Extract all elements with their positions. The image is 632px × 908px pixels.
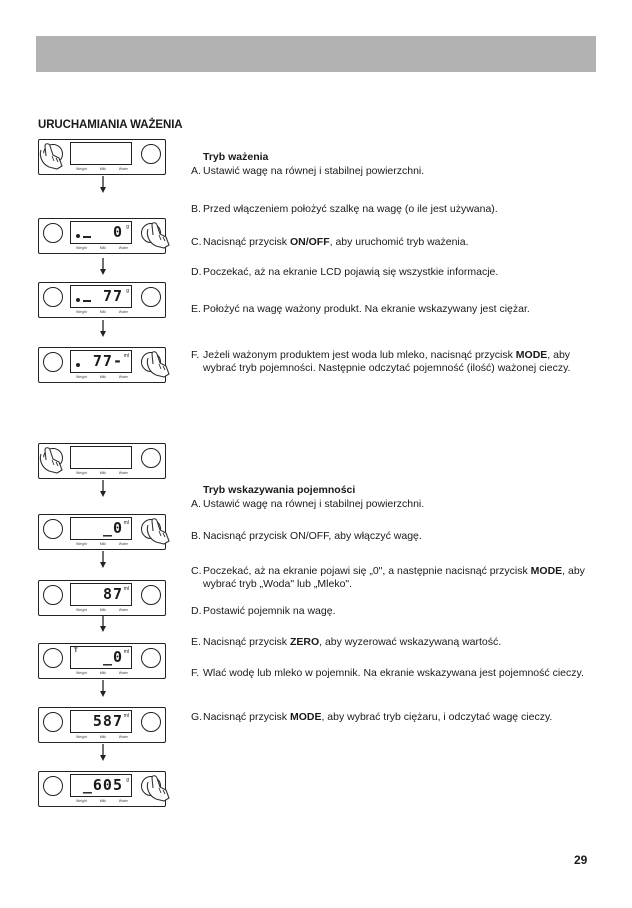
lcd-screen bbox=[70, 710, 132, 733]
instruction-step bbox=[191, 711, 591, 724]
lcd-unit: ml bbox=[123, 353, 129, 359]
step-text-part: , aby wybrać tryb ciężaru, i odczytać wagę cieczy. bbox=[321, 711, 553, 723]
pressing-finger-icon bbox=[144, 515, 172, 547]
button-labels bbox=[76, 735, 128, 739]
label-water: Water bbox=[118, 799, 128, 803]
instruction-step bbox=[191, 203, 591, 216]
lcd-unit: g bbox=[126, 288, 129, 294]
instruction-step bbox=[191, 266, 591, 279]
step-letter: A. bbox=[191, 498, 201, 510]
label-water: Water bbox=[118, 310, 128, 314]
button-labels bbox=[76, 310, 128, 314]
mode-button-icon bbox=[141, 144, 161, 164]
mode-button-icon bbox=[141, 648, 161, 668]
mode-button-icon bbox=[141, 287, 161, 307]
step-text: Przed włączeniem położyć szalkę na wagę (o ile jest używana). bbox=[203, 203, 498, 215]
scale-display-illustration bbox=[38, 514, 166, 550]
button-labels bbox=[76, 246, 128, 250]
lcd-reading: 0 bbox=[112, 223, 123, 241]
pressing-finger-icon bbox=[37, 444, 65, 476]
mode-button-icon bbox=[141, 585, 161, 605]
step-letter: A. bbox=[191, 165, 201, 177]
button-labels bbox=[76, 542, 128, 546]
label-weight: Weight bbox=[76, 246, 87, 250]
scale-display-illustration bbox=[38, 643, 166, 679]
lcd-reading: 87 bbox=[102, 585, 123, 603]
button-labels bbox=[76, 671, 128, 675]
on-off-button-icon bbox=[43, 287, 63, 307]
instruction-step bbox=[191, 565, 591, 591]
lcd-screen bbox=[70, 350, 132, 373]
step-letter: F. bbox=[191, 667, 200, 679]
button-labels bbox=[76, 471, 128, 475]
step-letter: C. bbox=[191, 565, 202, 577]
pressing-finger-icon bbox=[37, 140, 65, 172]
lcd-unit: ml bbox=[123, 713, 129, 719]
down-arrow-icon bbox=[99, 258, 107, 276]
label-water: Water bbox=[118, 671, 128, 675]
label-water: Water bbox=[118, 167, 128, 171]
step-text-part: , aby wyzerować wskazywaną wartość. bbox=[319, 636, 502, 648]
label-weight: Weight bbox=[76, 542, 87, 546]
label-milk: Milk bbox=[99, 735, 106, 739]
label-milk: Milk bbox=[99, 799, 106, 803]
header-band bbox=[36, 36, 596, 72]
instruction-step bbox=[191, 165, 591, 178]
instruction-step bbox=[191, 636, 591, 649]
label-weight: Weight bbox=[76, 310, 87, 314]
scale-display-illustration bbox=[38, 282, 166, 318]
step-letter: B. bbox=[191, 203, 201, 215]
scale-display-illustration bbox=[38, 771, 166, 807]
on-off-button-icon bbox=[43, 223, 63, 243]
down-arrow-icon bbox=[99, 480, 107, 498]
lcd-screen bbox=[70, 285, 132, 308]
label-weight: Weight bbox=[76, 608, 87, 612]
step-letter: E. bbox=[191, 303, 201, 315]
label-weight: Weight bbox=[76, 671, 87, 675]
step-text bbox=[203, 636, 591, 649]
lcd-reading: _0 bbox=[102, 648, 123, 666]
section-title: URUCHAMIANIA WAŻENIA bbox=[38, 119, 183, 131]
lcd-screen bbox=[70, 221, 132, 244]
step-letter: D. bbox=[191, 605, 202, 617]
mode-button-icon bbox=[141, 448, 161, 468]
step-letter: G. bbox=[191, 711, 203, 723]
label-water: Water bbox=[118, 375, 128, 379]
instruction-step bbox=[191, 303, 591, 316]
button-name: MODE bbox=[530, 565, 563, 577]
lcd-unit: g bbox=[126, 224, 129, 230]
scale-display-illustration bbox=[38, 218, 166, 254]
on-off-button-icon bbox=[43, 648, 63, 668]
down-arrow-icon bbox=[99, 551, 107, 569]
lcd-reading: _605 bbox=[82, 776, 123, 794]
down-arrow-icon bbox=[99, 615, 107, 633]
step-letter: C. bbox=[191, 236, 202, 248]
label-milk: Milk bbox=[99, 671, 106, 675]
button-name: MODE bbox=[515, 349, 548, 361]
lcd-screen bbox=[70, 646, 132, 669]
label-water: Water bbox=[118, 735, 128, 739]
instruction-step bbox=[191, 349, 591, 375]
pressing-finger-icon bbox=[144, 772, 172, 804]
lcd-minus-indicator bbox=[83, 236, 91, 238]
down-arrow-icon bbox=[99, 320, 107, 338]
lcd-screen bbox=[70, 142, 132, 165]
step-text-part: , aby uruchomić tryb ważenia. bbox=[329, 236, 469, 248]
step-text-part: Jeżeli ważonym produktem jest woda lub mleko, nacisnąć przycisk bbox=[203, 349, 516, 361]
lcd-reading: 77- bbox=[92, 352, 123, 370]
label-weight: Weight bbox=[76, 471, 87, 475]
label-milk: Milk bbox=[99, 246, 106, 250]
instruction-step bbox=[191, 498, 591, 511]
lcd-reading: _0 bbox=[102, 519, 123, 537]
down-arrow-icon bbox=[99, 176, 107, 194]
pressing-finger-icon bbox=[144, 219, 172, 251]
lcd-indicator-dot bbox=[76, 298, 80, 302]
label-water: Water bbox=[118, 246, 128, 250]
lcd-minus-indicator bbox=[83, 300, 91, 302]
step-text: Nacisnąć przycisk ON/OFF, aby włączyć wagę. bbox=[203, 530, 422, 542]
down-arrow-icon bbox=[99, 744, 107, 762]
lcd-screen bbox=[70, 446, 132, 469]
label-milk: Milk bbox=[99, 310, 106, 314]
label-weight: Weight bbox=[76, 735, 87, 739]
scale-display-illustration bbox=[38, 139, 166, 175]
label-water: Water bbox=[118, 542, 128, 546]
label-weight: Weight bbox=[76, 167, 87, 171]
button-labels bbox=[76, 167, 128, 171]
step-text: Poczekać, aż na ekranie LCD pojawią się wszystkie informacje. bbox=[203, 266, 499, 278]
lcd-unit: ml bbox=[123, 520, 129, 526]
step-text-part: , aby wybrać tryb „Woda" lub „Mleko". bbox=[203, 565, 585, 590]
step-letter: D. bbox=[191, 266, 202, 278]
lcd-tare-flag: T bbox=[74, 648, 78, 654]
lcd-unit: ml bbox=[123, 649, 129, 655]
scale-display-illustration bbox=[38, 443, 166, 479]
label-weight: Weight bbox=[76, 375, 87, 379]
button-labels bbox=[76, 608, 128, 612]
step-text: Postawić pojemnik na wagę. bbox=[203, 605, 336, 617]
label-water: Water bbox=[118, 471, 128, 475]
step-text-part: Nacisnąć przycisk bbox=[203, 636, 290, 648]
instruction-step bbox=[191, 236, 591, 249]
step-text bbox=[203, 236, 591, 249]
on-off-button-icon bbox=[43, 712, 63, 732]
on-off-button-icon bbox=[43, 776, 63, 796]
on-off-button-icon bbox=[43, 585, 63, 605]
step-text bbox=[203, 711, 591, 724]
pressing-finger-icon bbox=[144, 348, 172, 380]
lcd-screen bbox=[70, 774, 132, 797]
button-labels bbox=[76, 375, 128, 379]
lcd-screen bbox=[70, 517, 132, 540]
scale-display-illustration bbox=[38, 580, 166, 616]
lcd-screen bbox=[70, 583, 132, 606]
lcd-unit: g bbox=[126, 777, 129, 783]
step-text-part: Nacisnąć przycisk bbox=[203, 711, 290, 723]
scale-display-illustration bbox=[38, 347, 166, 383]
label-water: Water bbox=[118, 608, 128, 612]
step-text: Ustawić wagę na równej i stabilnej powierzchni. bbox=[203, 165, 425, 177]
instruction-step bbox=[191, 605, 591, 618]
label-milk: Milk bbox=[99, 471, 106, 475]
label-weight: Weight bbox=[76, 799, 87, 803]
button-name: ZERO bbox=[289, 636, 320, 648]
label-milk: Milk bbox=[99, 542, 106, 546]
label-milk: Milk bbox=[99, 608, 106, 612]
instruction-step bbox=[191, 530, 591, 543]
step-text bbox=[203, 565, 591, 591]
on-off-button-icon bbox=[43, 352, 63, 372]
button-name: MODE bbox=[289, 711, 322, 723]
step-text: Ustawić wagę na równej i stabilnej powierzchni. bbox=[203, 498, 425, 510]
label-milk: Milk bbox=[99, 167, 106, 171]
button-labels bbox=[76, 799, 128, 803]
step-text-part: , aby wybrać tryb pojemności. Następnie odczytać pojemność (ilość) ważonej cieczy. bbox=[203, 349, 571, 374]
step-text: Wlać wodę lub mleko w pojemnik. Na ekranie wskazywana jest pojemność cieczy. bbox=[203, 667, 584, 679]
lcd-indicator-dot bbox=[76, 234, 80, 238]
button-name: ON/OFF bbox=[289, 236, 330, 248]
step-text-part: Poczekać, aż na ekranie pojawi się „0", a następnie nacisnąć przycisk bbox=[203, 565, 531, 577]
lcd-unit: ml bbox=[123, 586, 129, 592]
step-letter: B. bbox=[191, 530, 201, 542]
step-letter: F. bbox=[191, 349, 200, 361]
step-letter: E. bbox=[191, 636, 201, 648]
label-milk: Milk bbox=[99, 375, 106, 379]
step-text bbox=[203, 349, 591, 375]
volume-heading: Tryb wskazywania pojemności bbox=[203, 484, 356, 496]
mode-button-icon bbox=[141, 712, 161, 732]
down-arrow-icon bbox=[99, 680, 107, 698]
on-off-button-icon bbox=[43, 519, 63, 539]
instruction-step bbox=[191, 667, 591, 680]
lcd-reading: 587 bbox=[92, 712, 123, 730]
weighing-heading: Tryb ważenia bbox=[203, 151, 269, 163]
lcd-reading: 77 bbox=[102, 287, 123, 305]
lcd-indicator-dot bbox=[76, 363, 80, 367]
step-text: Położyć na wagę ważony produkt. Na ekranie wskazywany jest ciężar. bbox=[203, 303, 530, 315]
step-text-part: Nacisnąć przycisk bbox=[203, 236, 290, 248]
page-number: 29 bbox=[574, 853, 588, 867]
scale-display-illustration bbox=[38, 707, 166, 743]
